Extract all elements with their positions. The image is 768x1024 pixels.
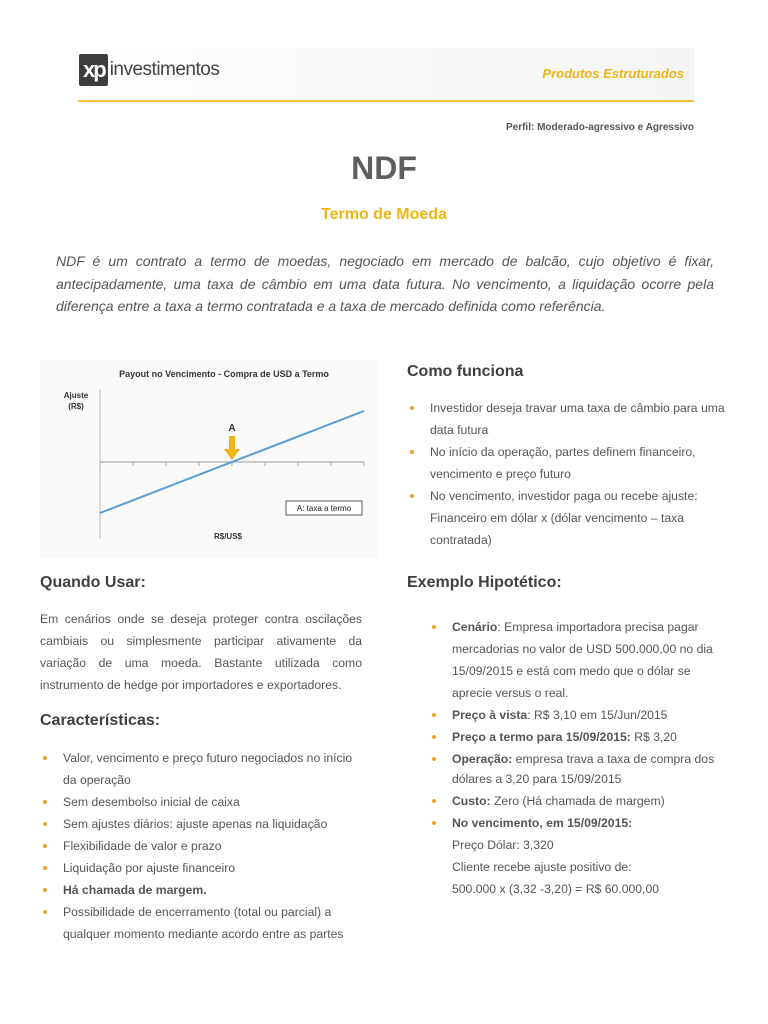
xp-logo <box>79 54 219 86</box>
exemplo-list <box>430 616 730 900</box>
intro-paragraph: NDF é um contrato a termo de moedas, negociado em mercado de balcão, cujo objetivo é fixar, antecipadamente, uma taxa de câmbio em uma data futura. No vencimento, a liquidação ocorre pela diferença entre a taxa a termo contratada e a taxa de mercado definida como referência. <box>56 253 714 314</box>
chart-title: Payout no Vencimento - Compra de USD a Termo <box>119 369 329 379</box>
heading-exemplo: Exemplo Hipotético: <box>407 574 562 591</box>
list-item-custo <box>430 790 730 812</box>
vencimento-label: No vencimento, em 15/09/2015: <box>452 816 633 830</box>
y-axis-label-line2: (R$) <box>68 402 84 411</box>
cenario-label: Cenário <box>452 620 498 634</box>
heading-como-funciona: Como funciona <box>407 363 524 380</box>
preco-termo-label: Preço a termo para 15/09/2015: <box>452 730 631 744</box>
operacao-text: empresa trava a taxa de compra dos dólares a 3,20 para 15/09/2015 <box>452 752 715 786</box>
quando-usar-text: Em cenários onde se deseja proteger contra oscilações cambiais ou simplesmente participar ativamente da variação de uma moeda. Bastante utilizada como instrumento de hedge por importadores e exportadores. <box>40 612 362 692</box>
list-item: Sem ajustes diários: ajuste apenas na liquidação <box>41 813 363 835</box>
preco-termo-text: R$ 3,20 <box>630 730 677 744</box>
custo-text: Zero (Há chamada de margem) <box>490 794 665 808</box>
list-item-preco-termo <box>430 726 730 748</box>
como-funciona-list <box>408 397 730 551</box>
list-item: Liquidação por ajuste financeiro <box>41 857 363 879</box>
vencimento-preco: Preço Dólar: 3,320 <box>452 838 554 852</box>
payout-chart-svg <box>40 360 378 558</box>
payout-chart <box>40 360 378 558</box>
page-title: NDF <box>351 150 417 186</box>
point-a-label: A <box>228 423 236 434</box>
heading-caracteristicas: Características: <box>40 712 161 729</box>
page-subtitle: Termo de Moeda <box>321 206 447 223</box>
preco-vista-label: Preço à vista <box>452 708 528 722</box>
list-item: Investidor deseja travar uma taxa de câmbio para uma data futura <box>408 397 730 441</box>
preco-vista-text: : R$ 3,10 em 15/Jun/2015 <box>527 708 668 722</box>
product-category: Produtos Estruturados <box>542 66 684 81</box>
legend-text: A: taxa a termo <box>296 504 352 513</box>
operacao-label: Operação: <box>452 752 513 766</box>
heading-quando-usar: Quando Usar: <box>40 574 146 591</box>
list-item: Sem desembolso inicial de caixa <box>41 791 363 813</box>
vencimento-calculo: 500.000 x (3,32 -3,20) = R$ 60.000,00 <box>452 882 659 896</box>
x-axis-label: R$/US$ <box>213 532 243 541</box>
list-item: Valor, vencimento e preço futuro negociados no início da operação <box>41 747 363 791</box>
point-a-arrow <box>224 436 240 460</box>
list-item-cenario <box>430 616 730 704</box>
custo-label: Custo: <box>452 794 491 808</box>
investor-profile: Perfil: Moderado-agressivo e Agressivo <box>505 122 694 133</box>
list-item-vencimento <box>430 812 730 900</box>
list-item: No vencimento, investidor paga ou recebe ajuste: Financeiro em dólar x (dólar vencimento – taxa contratada) <box>408 485 730 551</box>
list-item-preco-vista <box>430 704 730 726</box>
caracteristicas-list <box>41 747 363 945</box>
vencimento-ajuste: Cliente recebe ajuste positivo de: <box>452 860 632 874</box>
list-item-operacao <box>430 748 730 790</box>
list-item: Possibilidade de encerramento (total ou parcial) a qualquer momento mediante acordo entre as partes <box>41 901 363 945</box>
list-item: No início da operação, partes definem financeiro, vencimento e preço futuro <box>408 441 730 485</box>
list-item: Flexibilidade de valor e prazo <box>41 835 363 857</box>
cenario-text: : Empresa importadora precisa pagar mercadorias no valor de USD 500.000,00 no dia 15/09/2015 e está com medo que o dólar se aprecie versus o real. <box>452 620 713 700</box>
logo-mark: xp <box>79 54 108 86</box>
logo-text: investimentos <box>109 59 220 80</box>
y-axis-label-line1: Ajuste <box>63 391 89 400</box>
header-divider <box>78 100 694 102</box>
list-item: Há chamada de margem. <box>41 879 363 901</box>
